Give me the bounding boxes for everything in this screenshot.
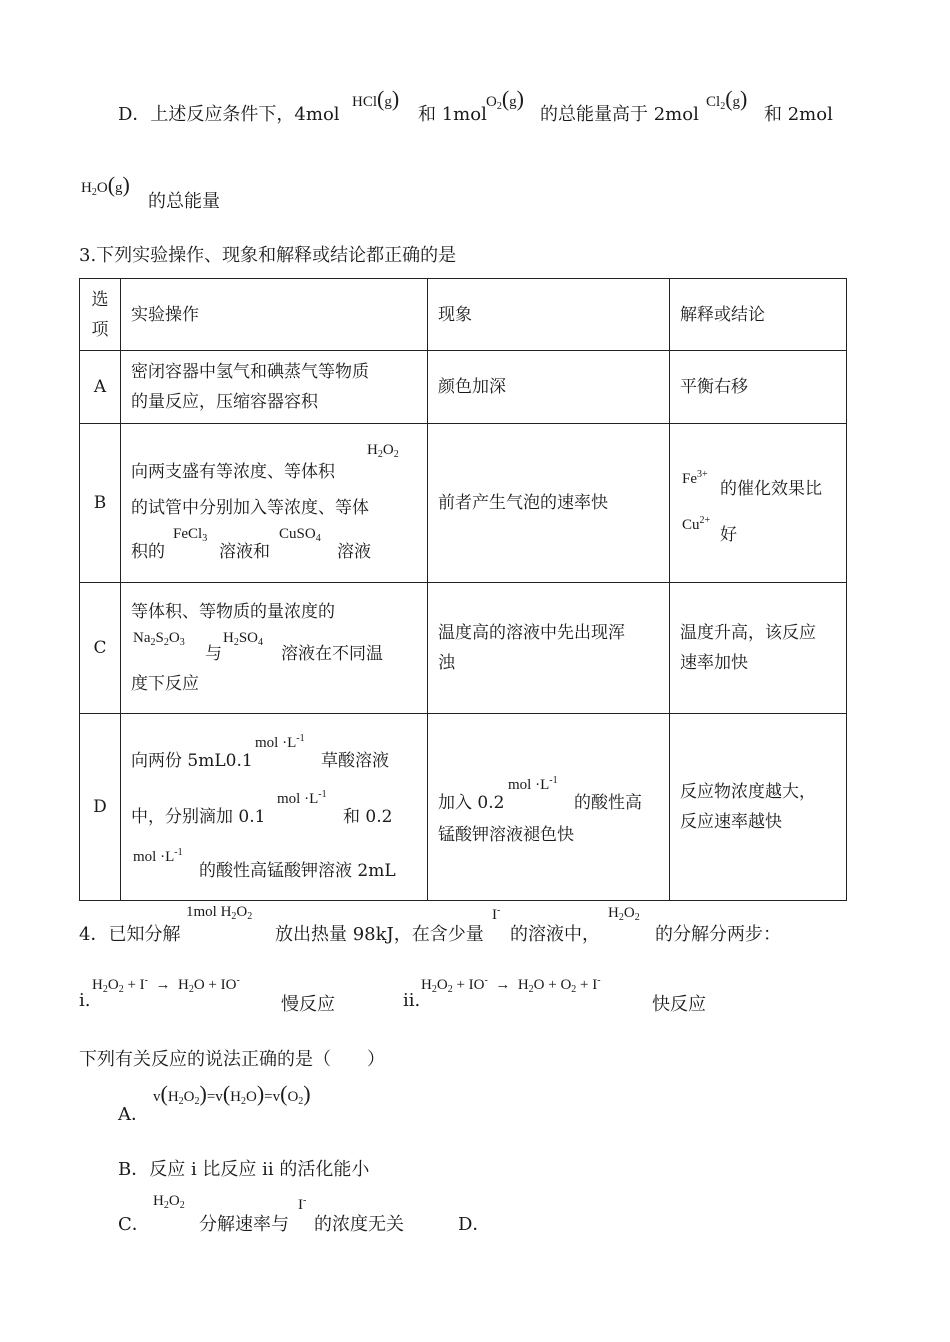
question-4-stem-d: 的分解分两步： [655, 924, 781, 945]
row-operation: 密闭容器中氢气和碘蒸气等物质 的量反应，压缩容器容积 [121, 351, 428, 424]
question-4-prompt: 下列有关反应的说法正确的是（ ） [79, 1049, 385, 1070]
row-conclusion: 平衡右移 [670, 351, 847, 424]
table-row [80, 714, 847, 901]
question-3-title: 3.下列实验操作、现象和解释或结论都正确的是 [79, 245, 457, 266]
table-row [80, 351, 847, 424]
step-ii-equation: $H_2O_2 + IO^- \to H_2O + O_2 + I^-$ [421, 975, 601, 995]
step-ii-label: ii. [403, 990, 421, 1011]
option-d-label: D．上述反应条件下，4mol [118, 104, 340, 125]
unit-mol-per-l: mol $\cdot L^{-1}$ [508, 775, 558, 793]
row-operation: 向两份 5mL0.1 mol $\cdot L^{-1}$ 草酸溶液 中，分别滴加 0.1 mol $\cdot L^{-1}$ 和 0.2 mol $\cdot L^{-1}$ 的酸性高锰酸钾溶液 2mL [121, 714, 428, 901]
iodide-ion: I- [298, 1195, 307, 1213]
formula-h2o2: $H_2O_2$ [367, 442, 399, 460]
step-i-label: i. [79, 990, 91, 1011]
choice-a-label: A． [118, 1104, 149, 1125]
option-d-and2: 和 2mol [764, 104, 833, 125]
unit-mol-per-l: mol $\cdot L^{-1}$ [255, 733, 305, 751]
iodide-ion: I- [492, 905, 501, 923]
option-d-and1: 和 1mol [418, 104, 487, 125]
row-conclusion: 温度升高，该反应 速率加快 [670, 583, 847, 714]
formula-o2-g: $O_2(g)$ [486, 86, 524, 112]
formula-na2s2o3: $Na_2S_2O_3$ [133, 630, 185, 648]
row-operation: 向两支盛有等浓度、等体积 $H_2O_2$ 的试管中分别加入等浓度、等体 积的 FeCl$_3$ 溶液和 CuSO$_4$ 溶液 [121, 424, 428, 583]
formula-fe3: $Fe^{3+}$ [682, 469, 708, 487]
formula-h2o2: $H_2O_2$ [608, 905, 640, 923]
table-row [80, 424, 847, 583]
formula-h2so4: $H_2SO_4$ [223, 630, 264, 648]
table-header-row [80, 279, 847, 351]
formula-1mol-h2o2: 1mol $H_2O_2$ [186, 904, 253, 922]
experiment-table [79, 278, 847, 901]
formula-cu2: $Cu^{2+}$ [682, 515, 711, 533]
row-phenomenon: 温度高的溶液中先出现浑 浊 [428, 583, 670, 714]
header-phenomenon: 现象 [428, 279, 670, 351]
row-phenomenon: 加入 0.2 mol $\cdot L^{-1}$ 的酸性高 锰酸钾溶液褪色快 [428, 714, 670, 901]
unit-mol-per-l: mol $\cdot L^{-1}$ [277, 789, 327, 807]
choice-c-label: C． [118, 1214, 150, 1235]
question-4-stem-c: 的溶液中， [510, 924, 600, 945]
row-phenomenon: 颜色加深 [428, 351, 670, 424]
row-option: B [80, 424, 121, 583]
option-d-tail: 的总能量 [148, 191, 220, 212]
choice-c-text: 分解速率与 [199, 1214, 289, 1235]
formula-cl2-g: $Cl_2(g)$ [706, 86, 748, 112]
choice-d-label: D． [458, 1214, 491, 1235]
choice-c-tail: 的浓度无关 [314, 1214, 404, 1235]
option-d-mid: 的总能量高于 2mol [540, 104, 699, 125]
formula-hcl-g: HCl(g) [352, 86, 400, 111]
formula-cuso4: CuSO$_4$ [279, 526, 321, 544]
step-ii-text: 快反应 [652, 994, 706, 1015]
row-operation: 等体积、等物质的量浓度的 $Na_2S_2O_3$ 与 $H_2SO_4$ 溶液在不同温 度下反应 [121, 583, 428, 714]
row-option: D [80, 714, 121, 901]
step-i-text: 慢反应 [281, 994, 335, 1015]
row-conclusion: $Fe^{3+}$ 的催化效果比 $Cu^{2+}$ 好 [670, 424, 847, 583]
row-option: C [80, 583, 121, 714]
question-4-stem-b: 放出热量 98kJ，在含少量 [275, 924, 484, 945]
row-conclusion: 反应物浓度越大， 反应速率越快 [670, 714, 847, 901]
choice-a-equation: $v(H_2O_2)=v(H_2O)=v(O_2)$ [153, 1081, 311, 1107]
formula-fecl3: FeCl$_3$ [173, 526, 208, 544]
header-operation: 实验操作 [121, 279, 428, 351]
row-phenomenon: 前者产生气泡的速率快 [428, 424, 670, 583]
unit-mol-per-l: mol $\cdot L^{-1}$ [133, 847, 183, 865]
step-i-equation: $H_2O_2 + I^- \to H_2O + IO^-$ [92, 975, 240, 995]
formula-h2o-g: $H_2O(g)$ [81, 172, 130, 198]
question-4-stem-a: 4．已知分解 [79, 924, 181, 945]
row-option: A [80, 351, 121, 424]
header-option: 选 项 [80, 279, 121, 351]
formula-h2o2: $H_2O_2$ [153, 1193, 185, 1211]
table-row [80, 583, 847, 714]
header-conclusion: 解释或结论 [670, 279, 847, 351]
choice-b: B．反应 i 比反应 ii 的活化能小 [118, 1159, 370, 1180]
